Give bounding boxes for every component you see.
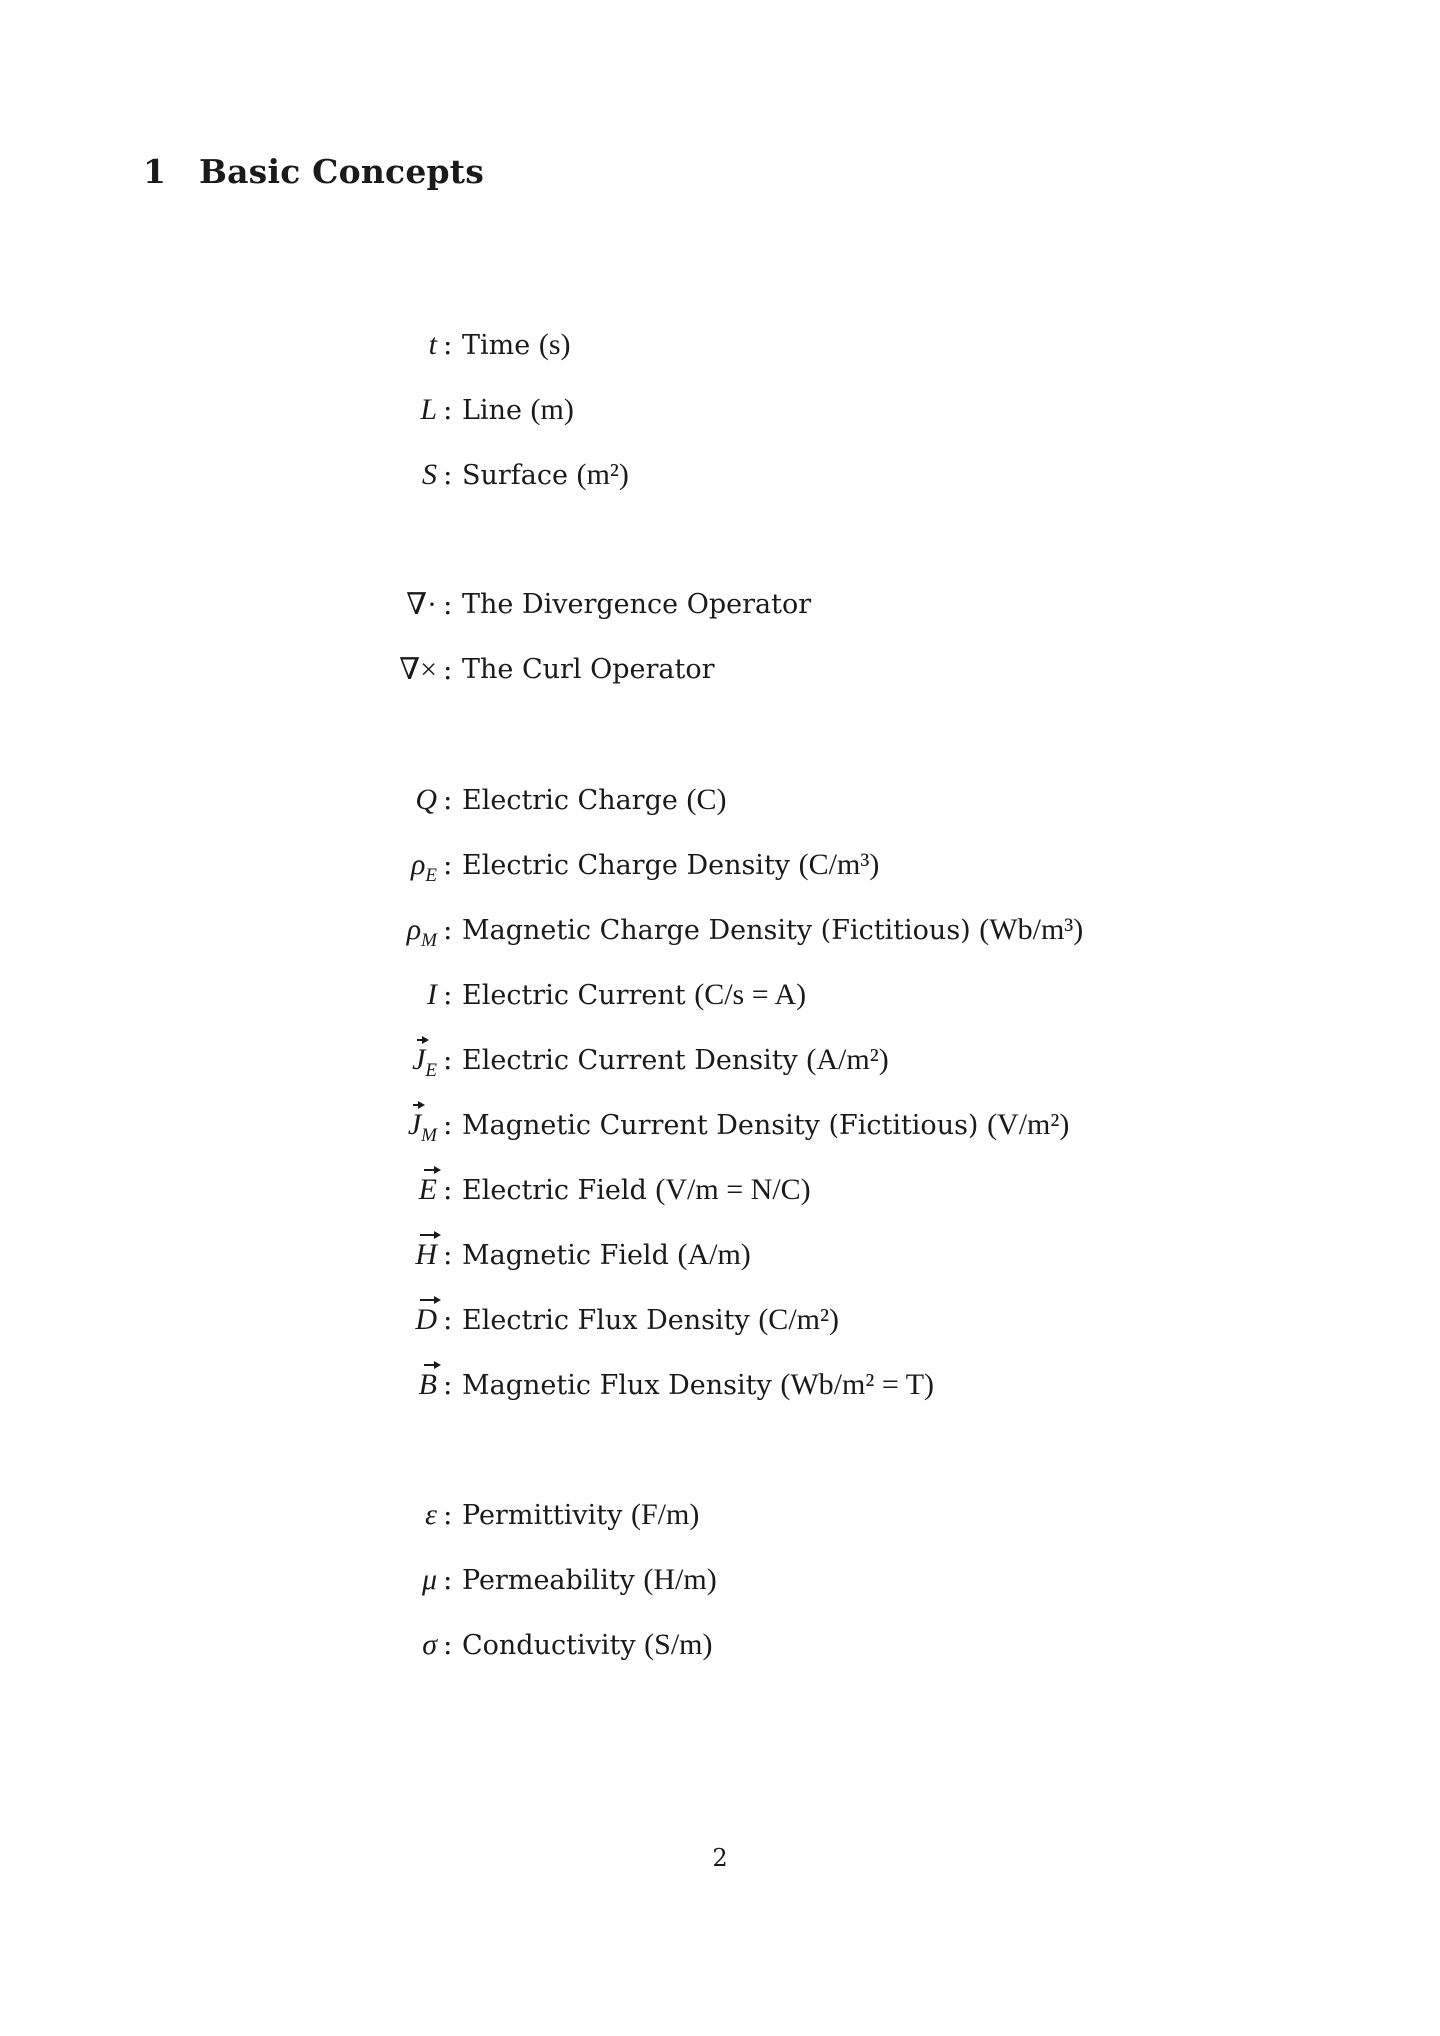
definition-symbol (422, 1555, 437, 1605)
definition-colon: : (443, 1628, 453, 1661)
definition-text (462, 320, 570, 371)
definition-symbol (407, 905, 437, 966)
definition-colon: : (443, 588, 453, 621)
definition-unit: (H/m) (643, 1563, 717, 1596)
definition-symbol (406, 580, 437, 630)
definition-description: Conductivity (462, 1630, 636, 1661)
symbol-base: ∇× (399, 653, 437, 686)
definition-colon: : (443, 1173, 453, 1206)
symbol-base: S (422, 458, 437, 491)
definition-text (462, 1620, 713, 1671)
definition-row (0, 1620, 1440, 1670)
definition-unit: (A/m²) (806, 1043, 889, 1076)
definition-description: The Curl Operator (462, 654, 715, 685)
definition-text (462, 1490, 699, 1541)
vector-symbol: D (415, 1295, 437, 1345)
symbol-base: σ (422, 1628, 437, 1661)
vector-symbol: J (408, 1100, 421, 1150)
definition-symbol (419, 1360, 437, 1410)
definition-colon: : (443, 458, 453, 491)
definition-row (0, 1555, 1440, 1605)
vector-symbol: H (415, 1230, 437, 1280)
definition-symbol (415, 1295, 437, 1345)
definition-symbol (429, 320, 437, 370)
definition-text (462, 450, 629, 501)
definition-description: Electric Charge Density (462, 850, 791, 881)
definition-colon: : (443, 1498, 453, 1531)
definition-symbol (399, 645, 437, 695)
definition-colon: : (443, 848, 453, 881)
symbol-base: ε (425, 1498, 437, 1531)
definition-row (0, 1035, 1440, 1085)
definition-symbol (415, 1230, 437, 1280)
definition-symbol (427, 970, 437, 1020)
definition-text (462, 775, 726, 826)
definition-description: Line (462, 395, 522, 426)
definition-symbol (420, 385, 437, 435)
definition-symbol (411, 840, 437, 901)
definition-colon: : (443, 1563, 453, 1596)
page-number: 2 (712, 1844, 728, 1872)
definition-text (462, 385, 574, 436)
definition-description: The Divergence Operator (462, 589, 812, 620)
definition-unit: (m) (530, 393, 574, 426)
definition-text (462, 1295, 839, 1346)
definition-description: Electric Charge (462, 785, 678, 816)
definition-symbol (425, 1490, 437, 1540)
definition-colon: : (443, 783, 453, 816)
definition-unit: (s) (538, 328, 571, 361)
definition-symbol (422, 450, 437, 500)
definition-symbol (419, 1165, 437, 1215)
definition-row (0, 1295, 1440, 1345)
definition-colon: : (443, 653, 453, 686)
vector-symbol: E (419, 1165, 437, 1215)
section-number: 1 (143, 152, 167, 191)
definition-row (0, 970, 1440, 1020)
symbol-base: ∇· (406, 588, 437, 621)
definition-symbol (415, 775, 437, 825)
symbol-base: μ (421, 1563, 437, 1596)
definition-symbol (412, 1035, 437, 1096)
definition-row (0, 320, 1440, 370)
symbol-subscript: E (425, 865, 437, 886)
definition-description: Magnetic Field (462, 1240, 669, 1271)
definition-description: Time (462, 330, 531, 361)
definition-text (462, 1165, 811, 1216)
definition-description: Magnetic Flux Density (462, 1370, 772, 1401)
definition-row (0, 1360, 1440, 1410)
symbol-subscript: M (421, 1125, 437, 1146)
definition-colon: : (443, 1303, 453, 1336)
symbol-subscript: M (421, 930, 437, 951)
definition-text (462, 645, 715, 695)
definition-text (462, 1555, 717, 1606)
symbol-base: t (428, 328, 437, 361)
definition-symbol (422, 1620, 437, 1670)
definition-unit: (C/m³) (798, 848, 880, 881)
vector-symbol: B (419, 1360, 437, 1410)
definition-text (462, 1230, 751, 1281)
definition-description: Electric Current (462, 980, 686, 1011)
definition-row (0, 1490, 1440, 1540)
definition-unit: (C/s = A) (694, 978, 807, 1011)
definition-text (462, 1035, 889, 1086)
definition-unit: (V/m = N/C) (655, 1173, 811, 1206)
section-title: Basic Concepts (199, 152, 485, 191)
symbol-base: ρ (410, 848, 426, 881)
definition-unit: (F/m) (631, 1498, 700, 1531)
symbol-subscript: E (425, 1060, 437, 1081)
definition-row (0, 580, 1440, 630)
definition-unit: (C) (686, 783, 727, 816)
symbol-base: L (420, 393, 437, 426)
definition-unit: (Wb/m³) (979, 913, 1084, 946)
definition-description: Permittivity (462, 1500, 623, 1531)
definition-colon: : (443, 1108, 453, 1141)
definition-colon: : (443, 1238, 453, 1271)
definition-unit: (V/m²) (987, 1108, 1070, 1141)
definition-text (462, 1360, 934, 1411)
vector-symbol: J (412, 1035, 425, 1085)
definition-description: Permeability (462, 1565, 635, 1596)
definition-unit: (Wb/m² = T) (780, 1368, 935, 1401)
definition-colon: : (443, 1043, 453, 1076)
definition-colon: : (443, 913, 453, 946)
definition-unit: (C/m²) (758, 1303, 839, 1336)
definition-unit: (m²) (576, 458, 629, 491)
definition-colon: : (443, 393, 453, 426)
definition-row (0, 1165, 1440, 1215)
definition-row (0, 645, 1440, 695)
definition-colon: : (443, 328, 453, 361)
definition-description: Electric Current Density (462, 1045, 798, 1076)
definition-colon: : (443, 978, 453, 1011)
definition-row (0, 775, 1440, 825)
definition-symbol (408, 1100, 437, 1161)
definition-text (462, 580, 811, 630)
definition-row (0, 385, 1440, 435)
symbol-base: ρ (406, 913, 422, 946)
definition-text (462, 905, 1083, 956)
symbol-base: I (427, 978, 437, 1011)
symbol-base: Q (415, 783, 437, 816)
definition-row (0, 840, 1440, 890)
definition-description: Electric Field (462, 1175, 647, 1206)
definition-row (0, 1100, 1440, 1150)
definition-text (462, 1100, 1069, 1151)
definition-unit: (A/m) (677, 1238, 751, 1271)
definition-row (0, 905, 1440, 955)
definition-description: Surface (462, 460, 568, 491)
section-heading (143, 152, 484, 191)
definition-description: Magnetic Current Density (Fictitious) (462, 1110, 979, 1141)
definition-unit: (S/m) (644, 1628, 713, 1661)
definition-text (462, 840, 879, 891)
definition-row (0, 450, 1440, 500)
definition-colon: : (443, 1368, 453, 1401)
definition-description: Magnetic Charge Density (Fictitious) (462, 915, 971, 946)
definition-text (462, 970, 806, 1021)
definition-description: Electric Flux Density (462, 1305, 750, 1336)
definition-row (0, 1230, 1440, 1280)
